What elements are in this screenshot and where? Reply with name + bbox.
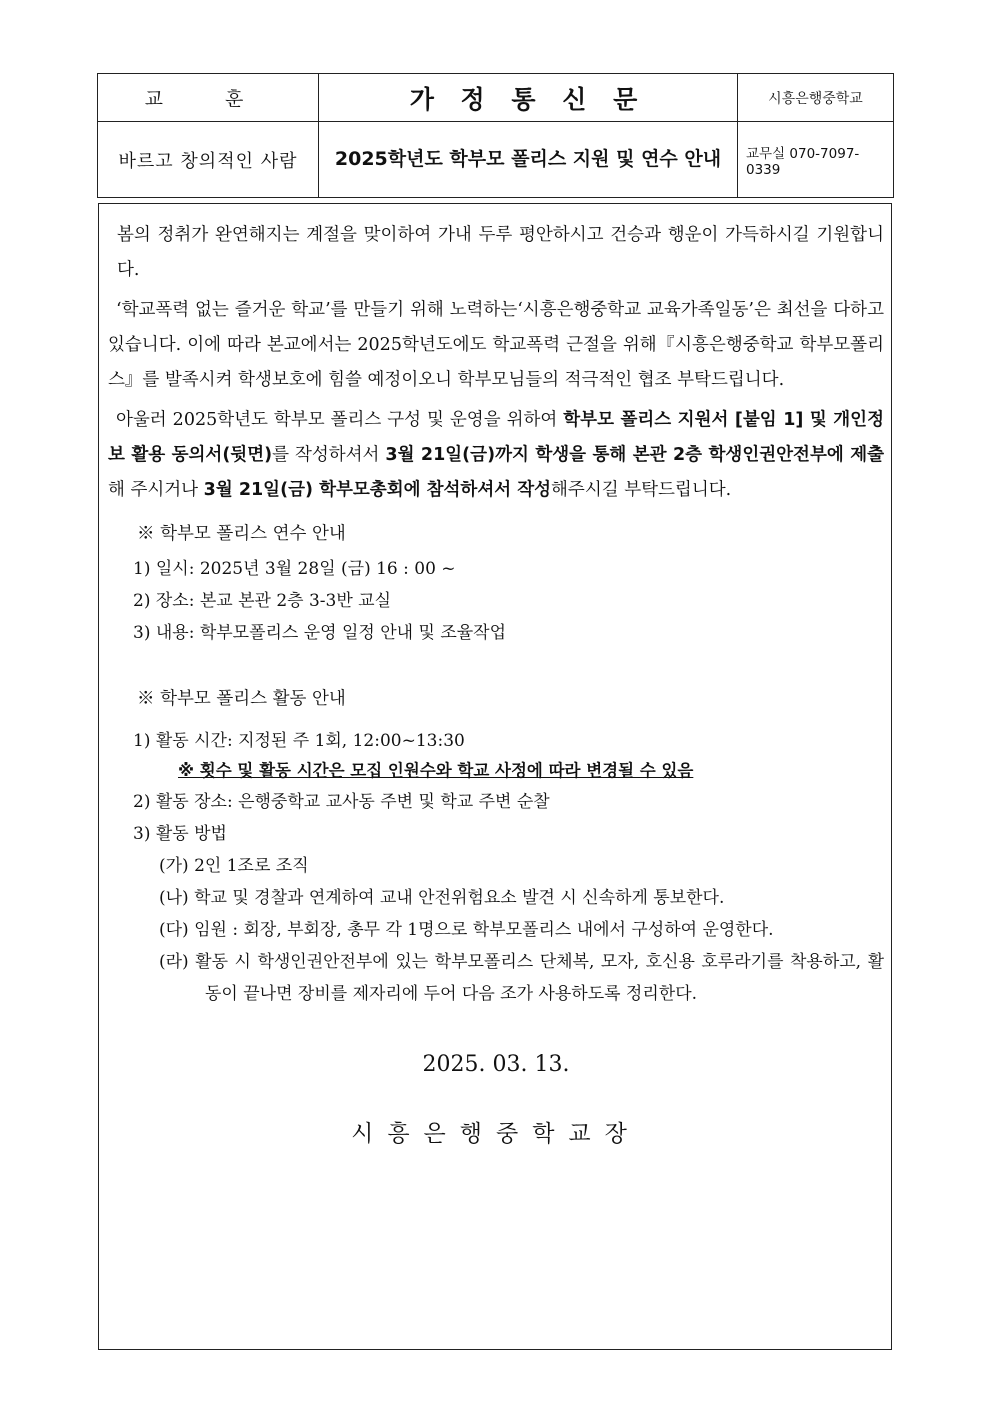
request-text-4: 해주시길 부탁드립니다. [551,480,732,500]
request-paragraph [108,403,884,508]
letter-subject: 2025학년도 학부모 폴리스 지원 및 연수 안내 [319,122,738,198]
training-section-title: ※ 학부모 폴리스 연수 안내 [137,524,346,544]
school-motto: 바르고 창의적인 사람 [98,122,319,198]
request-bold-3: 3월 21일(금) 학부모총회에 참석하셔서 작성 [203,480,552,500]
header-table [97,73,894,198]
signer-name: 시흥은행중학교장 [351,1121,641,1147]
activity-item-time: 1) 활동 시간: 지정된 주 1회, 12:00~13:30 [133,731,465,751]
method-item-d: (라) 활동 시 학생인권안전부에 있는 학부모폴리스 단체복, 모자, 호신용 호루라기를 착용하고, 활동이 끝나면 장비를 제자리에 두어 다음 조가 사용하도록 정리한다. [159,952,884,1004]
activity-item-place: 2) 활동 장소: 은행중학교 교사동 주변 및 학교 주변 순찰 [133,792,550,812]
request-bold-1: 학부모 폴리스 지원서 [붙임 1] 및 개인정보 활용 동의서(뒷면) [108,410,884,465]
letter-date: 2025. 03. 13. [422,1052,570,1077]
request-text-3: 해 주시거나 [108,480,204,500]
contact-phone: 교무실 070-7097-0339 [738,122,894,198]
training-item-content: 3) 내용: 학부모폴리스 운영 일정 안내 및 조율작업 [133,623,507,643]
training-item-place: 2) 장소: 본교 본관 2층 3-3반 교실 [133,591,392,611]
training-list [108,553,884,649]
request-bold-2: 3월 21일(금)까지 학생을 통해 본관 2층 학생인권안전부에 제출 [385,445,884,465]
letter-body-box [98,203,892,1350]
method-item-b: (나) 학교 및 경찰과 연계하여 교내 안전위험요소 발견 시 신속하게 통보한다. [159,888,725,908]
activity-note: ※ 횟수 및 활동 시간은 모집 인원수와 학교 사정에 따라 변경될 수 있음 [178,761,694,780]
document-title: 가 정 통 신 문 [319,74,738,122]
motto-label: 교 훈 [98,74,319,122]
request-text-2: 를 작성하셔서 [272,445,386,465]
activity-list [108,726,884,1010]
activity-section-title: ※ 학부모 폴리스 활동 안내 [137,689,346,709]
greeting-paragraph: 봄의 정취가 완연해지는 계절을 맞이하여 가내 두루 평안하시고 건승과 행운이 가득하시길 기원합니다. [117,225,884,280]
letter-content [108,218,884,1148]
request-text-1: 아울러 2025학년도 학부모 폴리스 구성 및 운영을 위하여 [116,410,564,430]
intro-paragraph: ‘학교폭력 없는 즐거운 학교’를 만들기 위해 노력하는‘시흥은행중학교 교육가족일동’은 최선을 다하고 있습니다. 이에 따라 본교에서는 2025학년도에도 학교폭력 근절을 위해『시흥은행중학교 학부모폴리스』를 발족시켜 학생보호에 힘쓸 예정이오니 학부모님들의 적극적인 협조 부탁드립니다. [108,300,884,390]
method-item-a: (가) 2인 1조로 조직 [159,856,309,876]
school-name: 시흥은행중학교 [738,74,894,122]
activity-item-method: 3) 활동 방법 [133,824,227,844]
training-item-date: 1) 일시: 2025년 3월 28일 (금) 16 : 00 ~ [133,559,456,579]
method-item-c: (다) 임원 : 회장, 부회장, 총무 각 1명으로 학부모폴리스 내에서 구성하여 운영한다. [159,920,774,940]
